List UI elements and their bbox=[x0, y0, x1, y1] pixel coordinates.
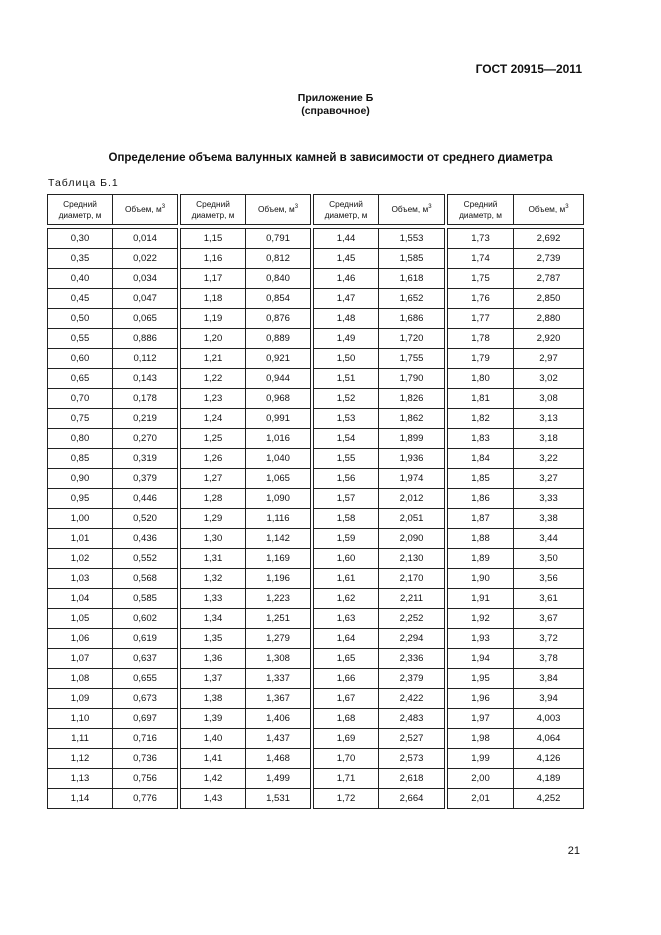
diameter-cell: 1,01 bbox=[48, 529, 113, 549]
volume-cell: 0,697 bbox=[113, 709, 178, 729]
volume-cell: 1,790 bbox=[379, 369, 445, 389]
diameter-cell: 1,45 bbox=[314, 249, 379, 269]
volume-cell: 0,379 bbox=[113, 469, 178, 489]
diameter-cell: 0,60 bbox=[48, 349, 113, 369]
table-row bbox=[48, 769, 584, 789]
volume-cell: 2,483 bbox=[379, 709, 445, 729]
table-row bbox=[48, 709, 584, 729]
diameter-cell: 1,50 bbox=[314, 349, 379, 369]
standard-code: ГОСТ 20915—2011 bbox=[475, 62, 582, 76]
diameter-cell: 1,33 bbox=[181, 589, 246, 609]
volume-cell: 1,223 bbox=[246, 589, 311, 609]
diameter-cell: 1,42 bbox=[181, 769, 246, 789]
diameter-cell: 1,72 bbox=[314, 789, 379, 809]
diameter-cell: 1,84 bbox=[448, 449, 514, 469]
table-row bbox=[48, 549, 584, 569]
diameter-cell: 0,55 bbox=[48, 329, 113, 349]
volume-cell: 0,673 bbox=[113, 689, 178, 709]
volume-table bbox=[47, 194, 584, 809]
volume-cell: 0,968 bbox=[246, 389, 311, 409]
diameter-cell: 1,93 bbox=[448, 629, 514, 649]
diameter-cell: 1,76 bbox=[448, 289, 514, 309]
diameter-cell: 1,46 bbox=[314, 269, 379, 289]
volume-cell: 0,944 bbox=[246, 369, 311, 389]
volume-cell: 1,251 bbox=[246, 609, 311, 629]
table-row bbox=[48, 749, 584, 769]
diameter-cell: 1,88 bbox=[448, 529, 514, 549]
table-row bbox=[48, 509, 584, 529]
diameter-cell: 1,98 bbox=[448, 729, 514, 749]
volume-cell: 3,44 bbox=[514, 529, 584, 549]
appendix-subtitle: (справочное) bbox=[301, 105, 370, 117]
volume-cell: 0,568 bbox=[113, 569, 178, 589]
table-row bbox=[48, 469, 584, 489]
table-row bbox=[48, 489, 584, 509]
table-row bbox=[48, 409, 584, 429]
diameter-cell: 1,62 bbox=[314, 589, 379, 609]
volume-cell: 0,520 bbox=[113, 509, 178, 529]
table-row bbox=[48, 249, 584, 269]
header-diameter: Средний диаметр, м bbox=[48, 195, 113, 225]
diameter-cell: 0,40 bbox=[48, 269, 113, 289]
diameter-cell: 1,94 bbox=[448, 649, 514, 669]
table-row bbox=[48, 529, 584, 549]
volume-cell: 0,436 bbox=[113, 529, 178, 549]
diameter-cell: 1,82 bbox=[448, 409, 514, 429]
diameter-cell: 1,47 bbox=[314, 289, 379, 309]
diameter-cell: 0,50 bbox=[48, 309, 113, 329]
volume-cell: 2,850 bbox=[514, 289, 584, 309]
diameter-cell: 0,45 bbox=[48, 289, 113, 309]
diameter-cell: 1,06 bbox=[48, 629, 113, 649]
volume-cell: 1,040 bbox=[246, 449, 311, 469]
volume-cell: 0,756 bbox=[113, 769, 178, 789]
volume-cell: 2,090 bbox=[379, 529, 445, 549]
diameter-cell: 1,25 bbox=[181, 429, 246, 449]
volume-cell: 1,553 bbox=[379, 229, 445, 249]
volume-cell: 2,336 bbox=[379, 649, 445, 669]
diameter-cell: 1,53 bbox=[314, 409, 379, 429]
diameter-cell: 1,52 bbox=[314, 389, 379, 409]
table-body bbox=[48, 229, 584, 809]
diameter-cell: 1,38 bbox=[181, 689, 246, 709]
diameter-cell: 1,03 bbox=[48, 569, 113, 589]
table-header-row bbox=[48, 195, 584, 225]
diameter-cell: 1,68 bbox=[314, 709, 379, 729]
diameter-cell: 1,26 bbox=[181, 449, 246, 469]
table-row bbox=[48, 609, 584, 629]
volume-cell: 0,319 bbox=[113, 449, 178, 469]
volume-cell: 0,112 bbox=[113, 349, 178, 369]
volume-cell: 3,72 bbox=[514, 629, 584, 649]
table-row bbox=[48, 729, 584, 749]
diameter-cell: 1,89 bbox=[448, 549, 514, 569]
volume-cell: 2,692 bbox=[514, 229, 584, 249]
table-row bbox=[48, 449, 584, 469]
diameter-cell: 1,96 bbox=[448, 689, 514, 709]
volume-cell: 4,003 bbox=[514, 709, 584, 729]
diameter-cell: 1,17 bbox=[181, 269, 246, 289]
volume-cell: 3,08 bbox=[514, 389, 584, 409]
volume-cell: 2,527 bbox=[379, 729, 445, 749]
diameter-cell: 0,95 bbox=[48, 489, 113, 509]
volume-cell: 1,862 bbox=[379, 409, 445, 429]
volume-cell: 4,126 bbox=[514, 749, 584, 769]
volume-cell: 0,776 bbox=[113, 789, 178, 809]
diameter-cell: 1,08 bbox=[48, 669, 113, 689]
diameter-cell: 1,28 bbox=[181, 489, 246, 509]
volume-cell: 3,38 bbox=[514, 509, 584, 529]
diameter-cell: 0,65 bbox=[48, 369, 113, 389]
diameter-cell: 0,80 bbox=[48, 429, 113, 449]
diameter-cell: 1,74 bbox=[448, 249, 514, 269]
diameter-cell: 1,91 bbox=[448, 589, 514, 609]
diameter-cell: 1,63 bbox=[314, 609, 379, 629]
diameter-cell: 0,70 bbox=[48, 389, 113, 409]
diameter-cell: 1,43 bbox=[181, 789, 246, 809]
volume-cell: 1,720 bbox=[379, 329, 445, 349]
volume-cell: 0,178 bbox=[113, 389, 178, 409]
diameter-cell: 1,41 bbox=[181, 749, 246, 769]
appendix-title: Приложение Б bbox=[297, 92, 374, 104]
volume-cell: 0,585 bbox=[113, 589, 178, 609]
diameter-cell: 0,35 bbox=[48, 249, 113, 269]
volume-cell: 0,886 bbox=[113, 329, 178, 349]
volume-cell: 0,022 bbox=[113, 249, 178, 269]
diameter-cell: 1,22 bbox=[181, 369, 246, 389]
diameter-cell: 1,02 bbox=[48, 549, 113, 569]
diameter-cell: 1,64 bbox=[314, 629, 379, 649]
volume-cell: 1,196 bbox=[246, 569, 311, 589]
diameter-cell: 1,51 bbox=[314, 369, 379, 389]
diameter-cell: 1,55 bbox=[314, 449, 379, 469]
volume-cell: 3,56 bbox=[514, 569, 584, 589]
table-row bbox=[48, 269, 584, 289]
volume-cell: 2,252 bbox=[379, 609, 445, 629]
diameter-cell: 1,65 bbox=[314, 649, 379, 669]
diameter-cell: 1,21 bbox=[181, 349, 246, 369]
diameter-cell: 1,00 bbox=[48, 509, 113, 529]
volume-cell: 2,880 bbox=[514, 309, 584, 329]
diameter-cell: 1,44 bbox=[314, 229, 379, 249]
diameter-cell: 1,39 bbox=[181, 709, 246, 729]
diameter-cell: 0,75 bbox=[48, 409, 113, 429]
diameter-cell: 1,71 bbox=[314, 769, 379, 789]
diameter-cell: 1,05 bbox=[48, 609, 113, 629]
volume-cell: 2,211 bbox=[379, 589, 445, 609]
diameter-cell: 1,10 bbox=[48, 709, 113, 729]
volume-cell: 2,294 bbox=[379, 629, 445, 649]
diameter-cell: 1,73 bbox=[448, 229, 514, 249]
volume-cell: 0,602 bbox=[113, 609, 178, 629]
diameter-cell: 1,57 bbox=[314, 489, 379, 509]
volume-cell: 3,67 bbox=[514, 609, 584, 629]
table-row bbox=[48, 309, 584, 329]
volume-cell: 1,531 bbox=[246, 789, 311, 809]
volume-cell: 1,308 bbox=[246, 649, 311, 669]
diameter-cell: 1,56 bbox=[314, 469, 379, 489]
table-row bbox=[48, 289, 584, 309]
table-row bbox=[48, 589, 584, 609]
volume-cell: 2,422 bbox=[379, 689, 445, 709]
document-title: Определение объема валунных камней в зависимости от среднего диаметра bbox=[108, 152, 553, 164]
volume-cell: 0,876 bbox=[246, 309, 311, 329]
diameter-cell: 0,90 bbox=[48, 469, 113, 489]
diameter-cell: 1,30 bbox=[181, 529, 246, 549]
table-row bbox=[48, 229, 584, 249]
volume-cell: 0,991 bbox=[246, 409, 311, 429]
table-row bbox=[48, 329, 584, 349]
diameter-cell: 1,15 bbox=[181, 229, 246, 249]
diameter-cell: 1,27 bbox=[181, 469, 246, 489]
volume-cell: 0,143 bbox=[113, 369, 178, 389]
volume-cell: 3,50 bbox=[514, 549, 584, 569]
diameter-cell: 1,54 bbox=[314, 429, 379, 449]
diameter-cell: 1,40 bbox=[181, 729, 246, 749]
diameter-cell: 0,30 bbox=[48, 229, 113, 249]
diameter-cell: 1,58 bbox=[314, 509, 379, 529]
diameter-cell: 1,83 bbox=[448, 429, 514, 449]
volume-cell: 1,686 bbox=[379, 309, 445, 329]
diameter-cell: 1,85 bbox=[448, 469, 514, 489]
volume-cell: 0,552 bbox=[113, 549, 178, 569]
volume-cell: 2,130 bbox=[379, 549, 445, 569]
diameter-cell: 1,77 bbox=[448, 309, 514, 329]
appendix-heading bbox=[0, 92, 661, 118]
header-diameter: Средний диаметр, м bbox=[448, 195, 514, 225]
diameter-cell: 1,79 bbox=[448, 349, 514, 369]
table-row bbox=[48, 649, 584, 669]
diameter-cell: 1,48 bbox=[314, 309, 379, 329]
volume-cell: 1,618 bbox=[379, 269, 445, 289]
volume-cell: 3,78 bbox=[514, 649, 584, 669]
volume-cell: 1,406 bbox=[246, 709, 311, 729]
diameter-cell: 1,14 bbox=[48, 789, 113, 809]
diameter-cell: 1,69 bbox=[314, 729, 379, 749]
volume-cell: 3,18 bbox=[514, 429, 584, 449]
diameter-cell: 1,16 bbox=[181, 249, 246, 269]
volume-cell: 0,637 bbox=[113, 649, 178, 669]
volume-cell: 2,618 bbox=[379, 769, 445, 789]
diameter-cell: 1,75 bbox=[448, 269, 514, 289]
volume-cell: 0,655 bbox=[113, 669, 178, 689]
diameter-cell: 1,90 bbox=[448, 569, 514, 589]
diameter-cell: 2,00 bbox=[448, 769, 514, 789]
diameter-cell: 0,85 bbox=[48, 449, 113, 469]
diameter-cell: 1,34 bbox=[181, 609, 246, 629]
volume-cell: 0,065 bbox=[113, 309, 178, 329]
diameter-cell: 1,31 bbox=[181, 549, 246, 569]
volume-cell: 3,27 bbox=[514, 469, 584, 489]
header-diameter: Средний диаметр, м bbox=[181, 195, 246, 225]
volume-cell: 4,252 bbox=[514, 789, 584, 809]
diameter-cell: 1,35 bbox=[181, 629, 246, 649]
volume-cell: 0,921 bbox=[246, 349, 311, 369]
diameter-cell: 1,11 bbox=[48, 729, 113, 749]
diameter-cell: 1,04 bbox=[48, 589, 113, 609]
diameter-cell: 1,18 bbox=[181, 289, 246, 309]
volume-cell: 1,337 bbox=[246, 669, 311, 689]
diameter-cell: 1,29 bbox=[181, 509, 246, 529]
volume-cell: 1,499 bbox=[246, 769, 311, 789]
volume-cell: 0,791 bbox=[246, 229, 311, 249]
diameter-cell: 1,24 bbox=[181, 409, 246, 429]
volume-cell: 4,064 bbox=[514, 729, 584, 749]
diameter-cell: 1,12 bbox=[48, 749, 113, 769]
table-label: Таблица Б.1 bbox=[48, 177, 119, 189]
volume-cell: 2,573 bbox=[379, 749, 445, 769]
volume-cell: 0,854 bbox=[246, 289, 311, 309]
header-volume: Объем, $м^3$ bbox=[379, 195, 445, 225]
diameter-cell: 1,78 bbox=[448, 329, 514, 349]
volume-cell: 0,619 bbox=[113, 629, 178, 649]
diameter-cell: 1,49 bbox=[314, 329, 379, 349]
volume-cell: 3,84 bbox=[514, 669, 584, 689]
diameter-cell: 1,99 bbox=[448, 749, 514, 769]
diameter-cell: 1,37 bbox=[181, 669, 246, 689]
volume-cell: 0,889 bbox=[246, 329, 311, 349]
diameter-cell: 1,36 bbox=[181, 649, 246, 669]
volume-cell: 1,585 bbox=[379, 249, 445, 269]
diameter-cell: 1,87 bbox=[448, 509, 514, 529]
header-volume: Объем, $м^3$ bbox=[514, 195, 584, 225]
diameter-cell: 1,81 bbox=[448, 389, 514, 409]
diameter-cell: 1,66 bbox=[314, 669, 379, 689]
volume-cell: 1,090 bbox=[246, 489, 311, 509]
volume-cell: 3,22 bbox=[514, 449, 584, 469]
volume-cell: 0,034 bbox=[113, 269, 178, 289]
volume-cell: 0,219 bbox=[113, 409, 178, 429]
header-volume: Объем, $м^3$ bbox=[246, 195, 311, 225]
volume-cell: 4,189 bbox=[514, 769, 584, 789]
table-row bbox=[48, 789, 584, 809]
diameter-cell: 1,97 bbox=[448, 709, 514, 729]
header-volume: Объем, $м^3$ bbox=[113, 195, 178, 225]
volume-cell: 3,13 bbox=[514, 409, 584, 429]
diameter-cell: 1,09 bbox=[48, 689, 113, 709]
page-number: 21 bbox=[567, 845, 580, 857]
diameter-cell: 1,07 bbox=[48, 649, 113, 669]
volume-cell: 1,367 bbox=[246, 689, 311, 709]
volume-cell: 3,02 bbox=[514, 369, 584, 389]
volume-cell: 1,936 bbox=[379, 449, 445, 469]
volume-cell: 2,051 bbox=[379, 509, 445, 529]
volume-cell: 2,787 bbox=[514, 269, 584, 289]
diameter-cell: 1,13 bbox=[48, 769, 113, 789]
table-row bbox=[48, 689, 584, 709]
volume-cell: 1,016 bbox=[246, 429, 311, 449]
volume-cell: 1,437 bbox=[246, 729, 311, 749]
volume-cell: 2,379 bbox=[379, 669, 445, 689]
volume-cell: 0,840 bbox=[246, 269, 311, 289]
diameter-cell: 1,61 bbox=[314, 569, 379, 589]
table-row bbox=[48, 669, 584, 689]
volume-cell: 1,116 bbox=[246, 509, 311, 529]
volume-cell: 2,97 bbox=[514, 349, 584, 369]
volume-cell: 1,899 bbox=[379, 429, 445, 449]
volume-cell: 0,716 bbox=[113, 729, 178, 749]
volume-cell: 2,170 bbox=[379, 569, 445, 589]
volume-cell: 1,652 bbox=[379, 289, 445, 309]
volume-cell: 0,270 bbox=[113, 429, 178, 449]
volume-cell: 0,446 bbox=[113, 489, 178, 509]
diameter-cell: 1,67 bbox=[314, 689, 379, 709]
volume-cell: 3,33 bbox=[514, 489, 584, 509]
volume-cell: 1,755 bbox=[379, 349, 445, 369]
diameter-cell: 1,80 bbox=[448, 369, 514, 389]
table-row bbox=[48, 389, 584, 409]
volume-cell: 0,812 bbox=[246, 249, 311, 269]
volume-cell: 1,974 bbox=[379, 469, 445, 489]
diameter-cell: 2,01 bbox=[448, 789, 514, 809]
volume-cell: 2,664 bbox=[379, 789, 445, 809]
diameter-cell: 1,95 bbox=[448, 669, 514, 689]
volume-cell: 1,468 bbox=[246, 749, 311, 769]
volume-cell: 2,739 bbox=[514, 249, 584, 269]
volume-cell: 1,142 bbox=[246, 529, 311, 549]
header-diameter: Средний диаметр, м bbox=[314, 195, 379, 225]
volume-cell: 0,014 bbox=[113, 229, 178, 249]
diameter-cell: 1,59 bbox=[314, 529, 379, 549]
diameter-cell: 1,60 bbox=[314, 549, 379, 569]
diameter-cell: 1,19 bbox=[181, 309, 246, 329]
table-row bbox=[48, 369, 584, 389]
volume-cell: 2,012 bbox=[379, 489, 445, 509]
volume-cell: 1,065 bbox=[246, 469, 311, 489]
diameter-cell: 1,23 bbox=[181, 389, 246, 409]
volume-cell: 0,047 bbox=[113, 289, 178, 309]
diameter-cell: 1,20 bbox=[181, 329, 246, 349]
volume-cell: 1,279 bbox=[246, 629, 311, 649]
volume-cell: 1,826 bbox=[379, 389, 445, 409]
volume-cell: 2,920 bbox=[514, 329, 584, 349]
table-row bbox=[48, 429, 584, 449]
diameter-cell: 1,86 bbox=[448, 489, 514, 509]
diameter-cell: 1,70 bbox=[314, 749, 379, 769]
volume-cell: 1,169 bbox=[246, 549, 311, 569]
table-row bbox=[48, 629, 584, 649]
diameter-cell: 1,32 bbox=[181, 569, 246, 589]
volume-cell: 0,736 bbox=[113, 749, 178, 769]
table-row bbox=[48, 569, 584, 589]
table-row bbox=[48, 349, 584, 369]
volume-cell: 3,94 bbox=[514, 689, 584, 709]
volume-cell: 3,61 bbox=[514, 589, 584, 609]
diameter-cell: 1,92 bbox=[448, 609, 514, 629]
